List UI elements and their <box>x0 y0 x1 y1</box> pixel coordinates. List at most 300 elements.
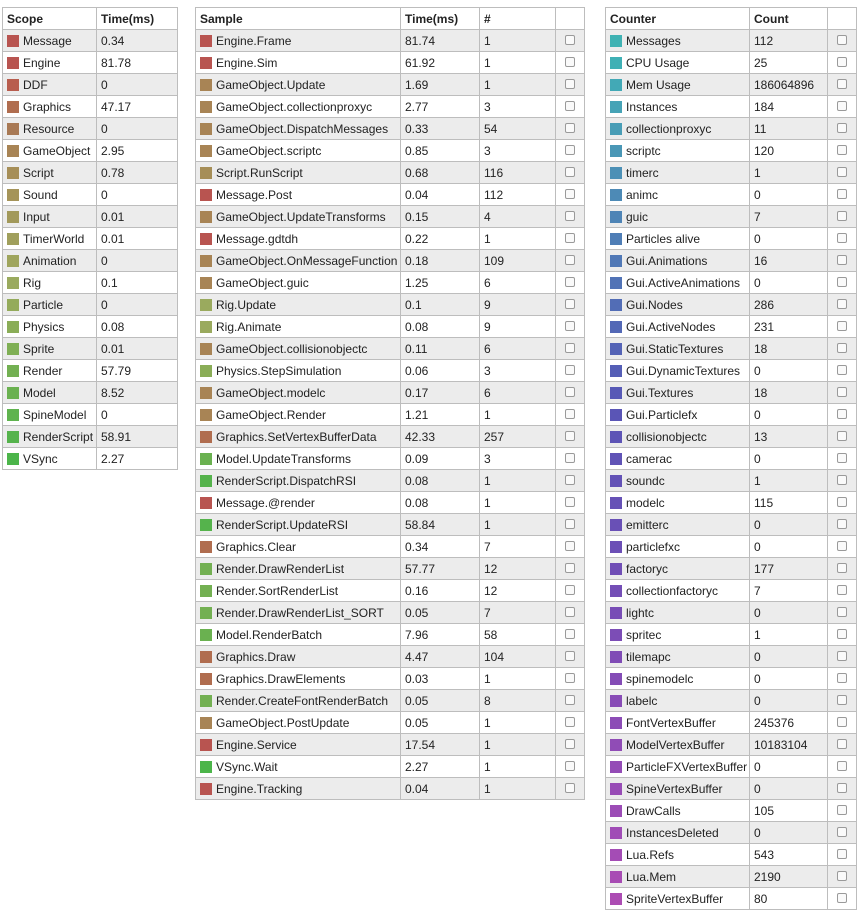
sample-row-count-cell: 109 <box>480 250 556 272</box>
row-checkbox[interactable] <box>837 123 847 133</box>
row-checkbox[interactable] <box>565 651 575 661</box>
row-checkbox[interactable] <box>565 57 575 67</box>
color-swatch <box>200 541 212 553</box>
color-swatch <box>7 365 19 377</box>
sample-row-check-cell <box>556 184 585 206</box>
row-checkbox[interactable] <box>565 255 575 265</box>
sample-row-name-cell <box>196 316 401 338</box>
counter-row <box>606 602 857 624</box>
scope-row <box>3 118 178 140</box>
row-checkbox[interactable] <box>837 541 847 551</box>
sample-row-time-cell: 0.33 <box>401 118 480 140</box>
sample-header-row <box>196 8 585 30</box>
color-swatch <box>200 739 212 751</box>
counter-row-name-cell <box>606 844 750 866</box>
counter-row <box>606 492 857 514</box>
sample-row-label: Engine.Sim <box>216 55 278 70</box>
row-checkbox[interactable] <box>837 607 847 617</box>
counter-row-value-cell: 115 <box>750 492 828 514</box>
sample-row <box>196 646 585 668</box>
row-checkbox[interactable] <box>837 563 847 573</box>
sample-row-count-cell: 6 <box>480 382 556 404</box>
color-swatch <box>610 277 622 289</box>
scope-header-scope[interactable]: Scope <box>3 8 97 30</box>
color-swatch <box>7 277 19 289</box>
row-checkbox[interactable] <box>837 79 847 89</box>
color-swatch <box>200 673 212 685</box>
row-checkbox[interactable] <box>837 57 847 67</box>
sample-row <box>196 426 585 448</box>
counter-row-check-cell <box>828 646 857 668</box>
sample-row-count-cell: 1 <box>480 74 556 96</box>
counter-row-check-cell <box>828 800 857 822</box>
color-swatch <box>200 497 212 509</box>
sample-row-check-cell <box>556 514 585 536</box>
color-swatch <box>610 123 622 135</box>
row-checkbox[interactable] <box>837 651 847 661</box>
row-checkbox[interactable] <box>837 893 847 903</box>
sample-row-label: Graphics.Clear <box>216 539 297 554</box>
sample-row-label: GameObject.scriptc <box>216 143 322 158</box>
row-checkbox[interactable] <box>837 717 847 727</box>
sample-row-time-cell: 58.84 <box>401 514 480 536</box>
scope-row <box>3 74 178 96</box>
color-swatch <box>610 299 622 311</box>
sample-row-name-cell <box>196 580 401 602</box>
row-checkbox[interactable] <box>837 475 847 485</box>
row-checkbox[interactable] <box>837 35 847 45</box>
sample-row-label: GameObject.DispatchMessages <box>216 121 389 136</box>
sample-row-label: Rig.Animate <box>216 319 282 334</box>
color-swatch <box>610 783 622 795</box>
row-checkbox[interactable] <box>837 167 847 177</box>
row-checkbox[interactable] <box>565 541 575 551</box>
counter-row-check-cell <box>828 272 857 294</box>
scope-row-name-cell <box>3 360 97 382</box>
counter-table <box>605 7 857 910</box>
sample-row-name-cell <box>196 712 401 734</box>
counter-row-name-cell <box>606 668 750 690</box>
scope-row-value-cell: 0.01 <box>97 206 178 228</box>
sample-row-label: Message.Post <box>216 187 293 202</box>
scope-row-name-cell <box>3 448 97 470</box>
sample-row <box>196 602 585 624</box>
counter-row-label: ParticleFXVertexBuffer <box>626 759 748 774</box>
row-checkbox[interactable] <box>565 167 575 177</box>
color-swatch <box>610 519 622 531</box>
counter-row <box>606 272 857 294</box>
row-checkbox[interactable] <box>837 673 847 683</box>
counter-row-label: collectionfactoryc <box>626 583 719 598</box>
counter-row-label: FontVertexBuffer <box>626 715 716 730</box>
sample-row-label: Script.RunScript <box>216 165 303 180</box>
row-checkbox[interactable] <box>565 519 575 529</box>
sample-row-check-cell <box>556 206 585 228</box>
counter-row-value-cell: 120 <box>750 140 828 162</box>
sample-row-check-cell <box>556 558 585 580</box>
counter-row-name-cell <box>606 52 750 74</box>
sample-row-check-cell <box>556 140 585 162</box>
row-checkbox[interactable] <box>565 233 575 243</box>
counter-row-label: emitterc <box>626 517 669 532</box>
counter-row-check-cell <box>828 602 857 624</box>
counter-row-label: Gui.DynamicTextures <box>626 363 741 378</box>
sample-row-label: Model.RenderBatch <box>216 627 323 642</box>
counter-row-label: SpineVertexBuffer <box>626 781 723 796</box>
row-checkbox[interactable] <box>837 783 847 793</box>
counter-row-name-cell <box>606 448 750 470</box>
sample-row-check-cell <box>556 756 585 778</box>
row-checkbox[interactable] <box>565 123 575 133</box>
sample-row-label: GameObject.modelc <box>216 385 326 400</box>
color-swatch <box>610 651 622 663</box>
counter-row <box>606 734 857 756</box>
sample-row <box>196 558 585 580</box>
row-checkbox[interactable] <box>565 717 575 727</box>
counter-row-name-cell <box>606 778 750 800</box>
sample-row-time-cell: 0.08 <box>401 470 480 492</box>
row-checkbox[interactable] <box>565 585 575 595</box>
row-checkbox[interactable] <box>565 365 575 375</box>
row-checkbox[interactable] <box>837 365 847 375</box>
counter-row <box>606 778 857 800</box>
scope-row <box>3 426 178 448</box>
counter-row-name-cell <box>606 558 750 580</box>
sample-row <box>196 580 585 602</box>
row-checkbox[interactable] <box>837 321 847 331</box>
counter-row-label: SpriteVertexBuffer <box>626 891 724 906</box>
sample-row-label: VSync.Wait <box>216 759 278 774</box>
sample-row-time-cell: 0.11 <box>401 338 480 360</box>
scope-row <box>3 206 178 228</box>
counter-row-check-cell <box>828 866 857 888</box>
counter-row-value-cell: 11 <box>750 118 828 140</box>
row-checkbox[interactable] <box>837 827 847 837</box>
color-swatch <box>200 563 212 575</box>
counter-row-name-cell <box>606 624 750 646</box>
sample-header-sample[interactable]: Sample <box>196 8 401 30</box>
scope-table <box>2 7 178 470</box>
sample-row-check-cell <box>556 30 585 52</box>
row-checkbox[interactable] <box>837 629 847 639</box>
row-checkbox[interactable] <box>837 101 847 111</box>
row-checkbox[interactable] <box>565 299 575 309</box>
counter-row-label: timerc <box>626 165 659 180</box>
scope-header-time[interactable]: Time(ms) <box>97 8 178 30</box>
sample-row-label: Physics.StepSimulation <box>216 363 342 378</box>
row-checkbox[interactable] <box>565 629 575 639</box>
row-checkbox[interactable] <box>837 761 847 771</box>
counter-row <box>606 646 857 668</box>
sample-row-check-cell <box>556 624 585 646</box>
counter-row-value-cell: 10183104 <box>750 734 828 756</box>
sample-row <box>196 690 585 712</box>
counter-row-label: Gui.Animations <box>626 253 708 268</box>
sample-row <box>196 184 585 206</box>
scope-row-name-cell <box>3 294 97 316</box>
counter-row-label: labelc <box>626 693 658 708</box>
color-swatch <box>200 365 212 377</box>
row-checkbox[interactable] <box>837 453 847 463</box>
row-checkbox[interactable] <box>565 211 575 221</box>
color-swatch <box>7 321 19 333</box>
row-checkbox[interactable] <box>565 321 575 331</box>
sample-row-name-cell <box>196 74 401 96</box>
row-checkbox[interactable] <box>565 79 575 89</box>
row-checkbox[interactable] <box>837 497 847 507</box>
counter-row-value-cell: 184 <box>750 96 828 118</box>
scope-row-value-cell: 47.17 <box>97 96 178 118</box>
sample-row-count-cell: 3 <box>480 448 556 470</box>
sample-row <box>196 734 585 756</box>
scope-row-name-cell <box>3 228 97 250</box>
sample-row-time-cell: 2.27 <box>401 756 480 778</box>
color-swatch <box>610 79 622 91</box>
sample-row-name-cell <box>196 404 401 426</box>
counter-row-value-cell: 0 <box>750 404 828 426</box>
counter-row <box>606 888 857 910</box>
counter-row-value-cell: 0 <box>750 602 828 624</box>
row-checkbox[interactable] <box>565 783 575 793</box>
color-swatch <box>200 629 212 641</box>
counter-row-check-cell <box>828 404 857 426</box>
sample-row-time-cell: 1.69 <box>401 74 480 96</box>
sample-row <box>196 96 585 118</box>
color-swatch <box>610 893 622 905</box>
color-swatch <box>200 585 212 597</box>
row-checkbox[interactable] <box>565 497 575 507</box>
counter-row <box>606 140 857 162</box>
sample-row-label: GameObject.collectionproxyc <box>216 99 373 114</box>
row-checkbox[interactable] <box>837 189 847 199</box>
scope-row <box>3 294 178 316</box>
row-checkbox[interactable] <box>837 409 847 419</box>
row-checkbox[interactable] <box>565 607 575 617</box>
row-checkbox[interactable] <box>837 343 847 353</box>
sample-row-name-cell <box>196 646 401 668</box>
scope-row-label: Graphics <box>23 99 72 114</box>
row-checkbox[interactable] <box>565 431 575 441</box>
color-swatch <box>610 541 622 553</box>
row-checkbox[interactable] <box>565 277 575 287</box>
sample-row-check-cell <box>556 668 585 690</box>
sample-row-label: GameObject.UpdateTransforms <box>216 209 386 224</box>
scope-row-label: Model <box>23 385 56 400</box>
counter-row-check-cell <box>828 162 857 184</box>
row-checkbox[interactable] <box>565 35 575 45</box>
sample-row-label: Message.@render <box>216 495 315 510</box>
color-swatch <box>7 123 19 135</box>
row-checkbox[interactable] <box>565 387 575 397</box>
counter-row-check-cell <box>828 52 857 74</box>
counter-row-label: Gui.ActiveNodes <box>626 319 716 334</box>
sample-row-check-cell <box>556 580 585 602</box>
counter-row-value-cell: 0 <box>750 360 828 382</box>
row-checkbox[interactable] <box>565 673 575 683</box>
counter-row-value-cell: 0 <box>750 184 828 206</box>
row-checkbox[interactable] <box>565 343 575 353</box>
counter-row-value-cell: 0 <box>750 448 828 470</box>
sample-row-label: Message.gdtdh <box>216 231 299 246</box>
sample-row-count-cell: 1 <box>480 52 556 74</box>
counter-row <box>606 822 857 844</box>
row-checkbox[interactable] <box>837 585 847 595</box>
counter-row-name-cell <box>606 712 750 734</box>
color-swatch <box>610 57 622 69</box>
counter-row <box>606 118 857 140</box>
counter-row-value-cell: 0 <box>750 228 828 250</box>
sample-row-name-cell <box>196 52 401 74</box>
counter-row-label: animc <box>626 187 659 202</box>
sample-row-label: GameObject.collisionobjectc <box>216 341 368 356</box>
counter-row-value-cell: 2190 <box>750 866 828 888</box>
counter-row-value-cell: 0 <box>750 778 828 800</box>
scope-row-value-cell: 58.91 <box>97 426 178 448</box>
row-checkbox[interactable] <box>837 299 847 309</box>
color-swatch <box>610 167 622 179</box>
counter-row-check-cell <box>828 360 857 382</box>
scope-row-label: Particle <box>23 297 64 312</box>
counter-row-name-cell <box>606 96 750 118</box>
color-swatch <box>610 497 622 509</box>
row-checkbox[interactable] <box>565 189 575 199</box>
sample-row-count-cell: 1 <box>480 228 556 250</box>
color-swatch <box>200 453 212 465</box>
row-checkbox[interactable] <box>565 145 575 155</box>
counter-row-name-cell <box>606 492 750 514</box>
row-checkbox[interactable] <box>837 255 847 265</box>
sample-row-check-cell <box>556 426 585 448</box>
color-swatch <box>610 673 622 685</box>
color-swatch <box>610 453 622 465</box>
counter-header-counter[interactable]: Counter <box>606 8 750 30</box>
row-checkbox[interactable] <box>565 101 575 111</box>
color-swatch <box>610 629 622 641</box>
row-checkbox[interactable] <box>565 453 575 463</box>
color-swatch <box>610 739 622 751</box>
counter-row-check-cell <box>828 118 857 140</box>
row-checkbox[interactable] <box>837 739 847 749</box>
scope-row <box>3 52 178 74</box>
counter-row-name-cell <box>606 514 750 536</box>
sample-row-name-cell <box>196 778 401 800</box>
color-swatch <box>200 519 212 531</box>
scope-row-value-cell: 0.34 <box>97 30 178 52</box>
sample-header-check <box>556 8 585 30</box>
color-swatch <box>200 101 212 113</box>
scope-row-value-cell: 0 <box>97 74 178 96</box>
sample-row-name-cell <box>196 382 401 404</box>
sample-row-name-cell <box>196 492 401 514</box>
sample-row-count-cell: 54 <box>480 118 556 140</box>
row-checkbox[interactable] <box>837 805 847 815</box>
color-swatch <box>7 211 19 223</box>
sample-row-count-cell: 6 <box>480 338 556 360</box>
counter-row-check-cell <box>828 140 857 162</box>
counter-row-check-cell <box>828 558 857 580</box>
scope-row <box>3 30 178 52</box>
scope-row <box>3 228 178 250</box>
row-checkbox[interactable] <box>837 871 847 881</box>
sample-row-label: Render.SortRenderList <box>216 583 339 598</box>
row-checkbox[interactable] <box>837 145 847 155</box>
color-swatch <box>200 189 212 201</box>
sample-row-time-cell: 0.05 <box>401 602 480 624</box>
sample-row-count-cell: 12 <box>480 558 556 580</box>
color-swatch <box>7 189 19 201</box>
color-swatch <box>200 167 212 179</box>
sample-row-name-cell <box>196 118 401 140</box>
scope-row <box>3 316 178 338</box>
sample-row-time-cell: 1.21 <box>401 404 480 426</box>
row-checkbox[interactable] <box>837 211 847 221</box>
row-checkbox[interactable] <box>565 563 575 573</box>
counter-row-check-cell <box>828 712 857 734</box>
counter-row-check-cell <box>828 822 857 844</box>
sample-row-label: Model.UpdateTransforms <box>216 451 351 466</box>
sample-header-count[interactable]: # <box>480 8 556 30</box>
counter-row-name-cell <box>606 228 750 250</box>
sample-row-check-cell <box>556 294 585 316</box>
color-swatch <box>200 717 212 729</box>
color-swatch <box>200 299 212 311</box>
color-swatch <box>610 409 622 421</box>
sample-row-time-cell: 0.15 <box>401 206 480 228</box>
row-checkbox[interactable] <box>565 475 575 485</box>
color-swatch <box>200 255 212 267</box>
scope-row-label: Rig <box>23 275 42 290</box>
row-checkbox[interactable] <box>565 739 575 749</box>
row-checkbox[interactable] <box>837 387 847 397</box>
sample-row-label: Engine.Tracking <box>216 781 303 796</box>
sample-row-label: GameObject.PostUpdate <box>216 715 350 730</box>
sample-row-count-cell: 1 <box>480 734 556 756</box>
color-swatch <box>7 233 19 245</box>
sample-row-label: Graphics.Draw <box>216 649 296 664</box>
counter-row-label: CPU Usage <box>626 55 690 70</box>
row-checkbox[interactable] <box>565 695 575 705</box>
sample-row-count-cell: 3 <box>480 140 556 162</box>
sample-row <box>196 118 585 140</box>
counter-row-label: Gui.ActiveAnimations <box>626 275 741 290</box>
counter-row <box>606 448 857 470</box>
counter-row-value-cell: 80 <box>750 888 828 910</box>
sample-table <box>195 7 585 800</box>
sample-row-time-cell: 61.92 <box>401 52 480 74</box>
row-checkbox[interactable] <box>837 519 847 529</box>
scope-row-name-cell <box>3 316 97 338</box>
row-checkbox[interactable] <box>837 277 847 287</box>
sample-header-time[interactable]: Time(ms) <box>401 8 480 30</box>
counter-row <box>606 558 857 580</box>
sample-row-count-cell: 7 <box>480 602 556 624</box>
row-checkbox[interactable] <box>837 233 847 243</box>
row-checkbox[interactable] <box>565 761 575 771</box>
row-checkbox[interactable] <box>837 695 847 705</box>
scope-row-label: Resource <box>23 121 75 136</box>
sample-row-name-cell <box>196 756 401 778</box>
counter-header-count[interactable]: Count <box>750 8 828 30</box>
sample-row-check-cell <box>556 734 585 756</box>
row-checkbox[interactable] <box>837 849 847 859</box>
sample-row-time-cell: 0.1 <box>401 294 480 316</box>
row-checkbox[interactable] <box>565 409 575 419</box>
sample-row-time-cell: 0.22 <box>401 228 480 250</box>
color-swatch <box>200 233 212 245</box>
row-checkbox[interactable] <box>837 431 847 441</box>
sample-row-time-cell: 0.85 <box>401 140 480 162</box>
color-swatch <box>7 145 19 157</box>
